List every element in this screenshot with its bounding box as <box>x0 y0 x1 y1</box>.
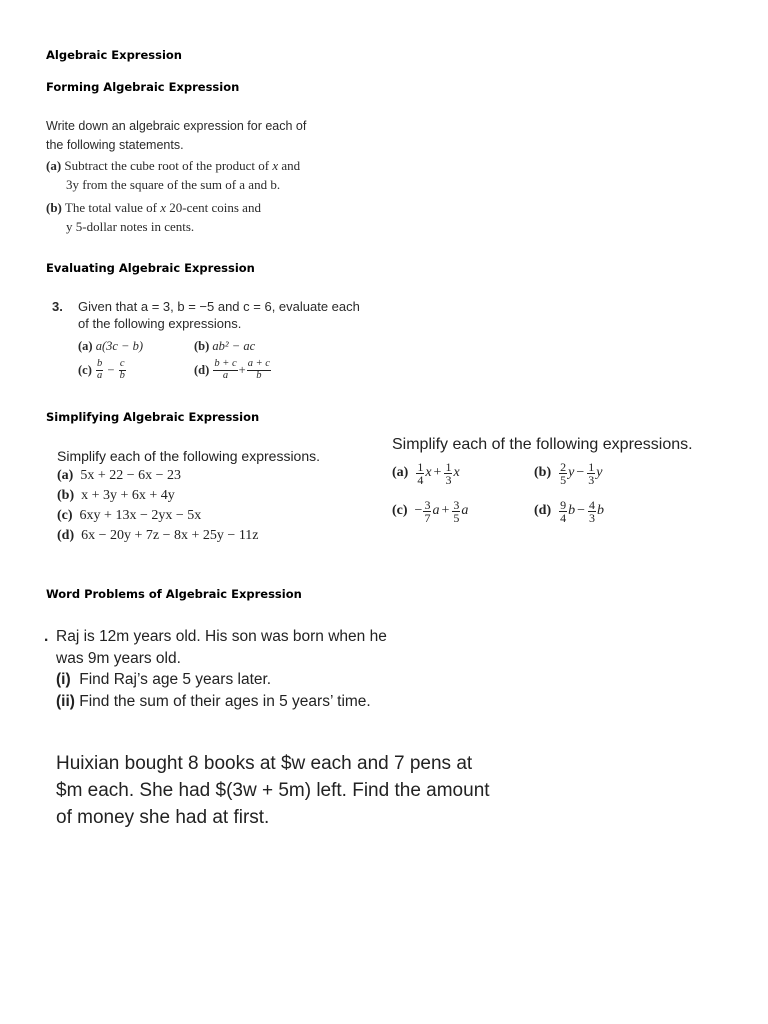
sr-c-v1: a <box>432 503 440 518</box>
evaluating-c-f2-den: b <box>119 369 125 381</box>
word-p1-part-ii <box>44 691 387 713</box>
heading-word-problems <box>46 587 302 601</box>
simplifying-right-b-fraction2 <box>587 461 595 486</box>
simplifying-left-d-expr: 6x − 20y + 7z − 8x + 25y − 11z <box>81 528 259 543</box>
sr-a-f2d: 3 <box>445 472 452 487</box>
sr-d-f1n: 9 <box>560 497 567 512</box>
sr-a-v1: x <box>425 465 432 480</box>
forming-a-label: (a) <box>46 157 62 173</box>
evaluating-d-f1-den: a <box>222 369 229 381</box>
evaluating-c-label: (c) <box>78 362 92 377</box>
word-p1-ii-label: (ii) <box>56 692 75 710</box>
simplifying-left-b-expr: x + 3y + 6x + 4y <box>81 488 175 503</box>
evaluating-c-f1-num: b <box>97 358 103 369</box>
evaluating-number: 3. <box>52 299 63 314</box>
simplifying-right-part-d <box>534 499 604 524</box>
evaluating-a-expr: a(3c − b) <box>95 338 144 353</box>
sr-a-op: + <box>433 465 442 480</box>
simplifying-left-a-expr: 5x + 22 − 6x − 23 <box>80 468 182 483</box>
evaluating-parts <box>52 335 360 383</box>
forming-part-a <box>46 156 306 175</box>
simplifying-right-c-fraction1 <box>423 499 431 524</box>
heading-forming: Forming Algebraic Expression <box>46 80 240 94</box>
sr-d-f2d: 3 <box>589 510 596 525</box>
word-problem-raj <box>44 626 387 712</box>
simplifying-right-a-fraction2 <box>444 461 452 486</box>
sr-d-f1d: 4 <box>560 510 567 525</box>
simplifying-left-item-a <box>57 466 320 486</box>
evaluating-part-a <box>78 338 194 355</box>
evaluating-b-expr: ab² − ac <box>212 338 256 353</box>
forming-b-line1-post: 20-cent coins and <box>166 199 261 215</box>
simplifying-left-question <box>57 446 320 546</box>
simplifying-right-d-fraction1 <box>559 499 567 524</box>
evaluating-d-f1-num: b + c <box>214 358 237 369</box>
sr-c-f1d: 7 <box>424 510 431 525</box>
forming-part-b <box>46 198 306 217</box>
sr-c-f1n: 3 <box>424 497 431 512</box>
simplifying-right-c-label: (c) <box>392 503 408 518</box>
evaluating-d-f2-num: a + c <box>247 358 270 369</box>
simplifying-left-item-b <box>57 486 320 506</box>
sr-b-f2d: 3 <box>588 472 595 487</box>
main-title: Algebraic Expression <box>46 48 182 62</box>
sr-b-f2n: 1 <box>588 459 595 474</box>
simplifying-left-b-label: (b) <box>57 488 75 503</box>
simplifying-right-c-fraction2 <box>452 499 460 524</box>
forming-question <box>46 117 306 236</box>
evaluating-line1: Given that a = 3, b = −5 and c = 6, evaluate each <box>78 299 360 314</box>
forming-b-line1-pre: The total value of <box>64 199 161 215</box>
sr-b-f1n: 2 <box>560 459 567 474</box>
evaluating-part-b <box>194 338 255 355</box>
evaluating-question <box>52 298 360 383</box>
sr-c-v2: a <box>461 503 469 518</box>
evaluating-part-c <box>78 359 194 381</box>
evaluating-b-label: (b) <box>194 338 210 353</box>
sr-d-v1: b <box>568 503 576 518</box>
simplifying-right-a-fraction1 <box>416 461 424 486</box>
evaluating-d-fraction1 <box>213 359 237 381</box>
sr-a-f2n: 1 <box>445 459 452 474</box>
word-p1-ii-text: Find the sum of their ages in 5 years’ time. <box>79 692 371 710</box>
simplifying-right-part-c <box>392 499 534 524</box>
sr-c-op: + <box>441 503 450 518</box>
simplifying-left-item-c <box>57 506 320 526</box>
simplifying-right-d-label: (d) <box>534 503 552 518</box>
simplifying-left-item-d <box>57 526 320 546</box>
evaluating-d-fraction2 <box>247 359 271 381</box>
sr-b-v1: y <box>568 465 575 480</box>
forming-a-line2: 3y from the square of the sum of a and b. <box>66 177 281 193</box>
simplifying-left-d-label: (d) <box>57 528 75 543</box>
forming-intro-line2: the following statements. <box>46 138 184 153</box>
word-problem-huixian <box>56 750 490 831</box>
heading-word-problems-text: Word Problems of Algebraic Expression <box>46 587 302 601</box>
sr-b-f1d: 5 <box>560 472 567 487</box>
simplifying-right-a-label: (a) <box>392 465 409 480</box>
sr-b-v2: y <box>596 465 603 480</box>
word-p2-line2: $m each. She had $(3w + 5m) left. Find the amount <box>56 780 490 801</box>
sr-a-f1d: 4 <box>417 472 424 487</box>
sr-d-op: − <box>577 503 586 518</box>
evaluating-d-label: (d) <box>194 362 210 377</box>
sr-c-f2d: 5 <box>453 510 460 525</box>
simplifying-right-d-fraction2 <box>588 499 596 524</box>
evaluating-d-operator: + <box>238 362 246 377</box>
evaluating-c-f1-den: a <box>97 369 103 381</box>
simplifying-left-intro: Simplify each of the following expressions. <box>57 448 321 464</box>
evaluating-d-f2-den: b <box>256 369 262 381</box>
evaluating-line2: of the following expressions. <box>78 316 242 331</box>
simplifying-left-c-label: (c) <box>57 508 73 523</box>
forming-a-line1-post: and <box>278 157 301 173</box>
evaluating-a-label: (a) <box>78 338 93 353</box>
heading-evaluating: Evaluating Algebraic Expression <box>46 261 255 275</box>
forming-a-line1-var: x <box>272 157 279 173</box>
simplifying-right-intro: Simplify each of the following expressions. <box>392 436 693 453</box>
sr-b-op: − <box>576 465 585 480</box>
word-problem-bullet: . <box>44 628 49 645</box>
evaluating-part-d <box>194 359 272 381</box>
forming-b-label: (b) <box>46 199 62 215</box>
sr-a-f1n: 1 <box>417 459 424 474</box>
word-p1-i-text: Find Raj’s age 5 years later. <box>79 671 272 688</box>
sr-c-f2n: 3 <box>453 497 460 512</box>
forming-intro-line1: Write down an algebraic expression for each of <box>46 119 307 133</box>
sr-a-v2: x <box>453 465 460 480</box>
evaluating-c-fraction1 <box>96 359 103 381</box>
forming-a-line1-pre: Subtract the cube root of the product of <box>64 157 273 173</box>
evaluating-c-f2-num: c <box>119 358 125 369</box>
simplifying-right-b-fraction1 <box>559 461 567 486</box>
simplifying-left-a-label: (a) <box>57 468 74 483</box>
simplifying-right-part-b <box>534 461 602 486</box>
heading-simplifying: Simplifying Algebraic Expression <box>46 410 260 424</box>
sr-c-pre: − <box>414 503 423 518</box>
simplifying-left-c-expr: 6xy + 13x − 2yx − 5x <box>79 508 202 523</box>
simplifying-right-question <box>392 436 693 530</box>
word-p1-i-label: (i) <box>56 671 71 688</box>
word-p1-line2: was 9m years old. <box>56 649 181 667</box>
forming-b-line1-var: x <box>160 199 166 215</box>
sr-d-v2: b <box>597 503 605 518</box>
word-p2-line1: Huixian bought 8 books at $w each and 7 pens at <box>56 753 473 774</box>
sr-d-f2n: 4 <box>589 497 596 512</box>
evaluating-c-fraction2 <box>119 359 126 381</box>
simplifying-right-part-a <box>392 461 534 486</box>
word-p1-line1: Raj is 12m years old. His son was born when he <box>56 628 387 645</box>
forming-b-line2: y 5-dollar notes in cents. <box>66 219 195 235</box>
word-p1-part-i <box>44 669 387 691</box>
evaluating-c-operator: − <box>107 362 115 377</box>
simplifying-right-b-label: (b) <box>534 465 552 480</box>
word-p2-line3: of money she had at first. <box>56 807 270 828</box>
